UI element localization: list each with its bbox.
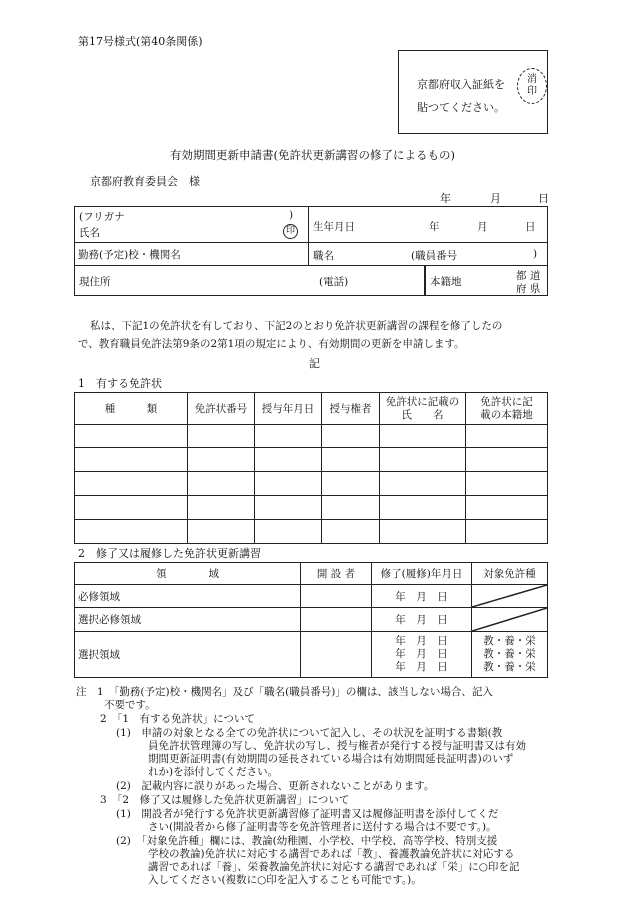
- furigana-close: ): [289, 209, 294, 221]
- revenue-stamp-box: [398, 50, 548, 134]
- prefecture-type-line1: 都 道: [516, 270, 541, 282]
- table-row: [75, 608, 548, 632]
- diagonal-strike: [472, 608, 547, 631]
- page-title: 有効期間更新申請書(免許状更新講習の修了によるもの): [170, 148, 455, 162]
- diagonal-strike: [472, 585, 547, 607]
- declaration-line2: で、教育職員免許法第9条の2第1項の規定により、有効期間の更新を申請します。: [78, 338, 465, 350]
- birthdate-cell[interactable]: [309, 207, 548, 243]
- note-3-2: (2) 「対象免許種」欄には、教論(幼稚園、小学校、中学校、高等学校、特別支援: [116, 835, 498, 847]
- note-3-2-cont3: 入してください(複数に○印を記入することも可能です。)。: [148, 874, 422, 886]
- furigana-label: (フリガナ: [79, 211, 125, 223]
- date-month: 月: [490, 192, 501, 205]
- cancel-seal-mark: 消 印: [517, 68, 547, 104]
- note-3: 3 「2 修了又は履修した免許状更新講習」について: [100, 794, 350, 806]
- license-type-na: [472, 585, 548, 608]
- name-label: 氏名: [79, 227, 100, 239]
- area-required: 必修領域: [75, 585, 301, 608]
- license-type-options[interactable]: 教・養・栄 教・養・栄 教・養・栄: [472, 632, 548, 678]
- declaration-line1: 私は、下記1の免許状を有しており、下記2のとおり免許状更新講習の課程を修了したの: [90, 320, 503, 332]
- col-type-header: 種 類: [75, 393, 188, 425]
- licenses-table: [74, 392, 548, 544]
- note-3-1-cont: さい(開設者から修了証明書等を免許管理者に送付する場合は不要です。)。: [148, 821, 497, 833]
- area-elective: 選択領域: [75, 632, 301, 678]
- license-type-na: [472, 608, 548, 632]
- honseki-label: 本籍地: [430, 276, 462, 288]
- birthdate-label: 生年月日: [313, 221, 355, 233]
- date-year: 年: [440, 192, 451, 205]
- col-completion-date-header: 修了(履修)年月日: [372, 563, 472, 585]
- table-row: [75, 496, 548, 520]
- col-provider-header: 開 設 者: [301, 563, 372, 585]
- area-selective-required: 選択必修領域: [75, 608, 301, 632]
- staff-number-close: ): [533, 248, 538, 260]
- table-row: [75, 632, 548, 678]
- note-1-cont: 不要です。: [104, 699, 156, 711]
- seal-mark: 印: [283, 224, 298, 239]
- col-area-header: 領 域: [75, 563, 301, 585]
- prefecture-type-line2: 府 県: [516, 283, 541, 295]
- position-label: 職名: [313, 250, 334, 262]
- col-name-on-license-header: 免許状に記載の 氏 名: [380, 393, 466, 425]
- stamp-instruction-line1: 京都府収入証紙を: [417, 78, 505, 91]
- note-2-1-cont3: れか)を添付してください。: [148, 766, 279, 778]
- school-label: 勤務(予定)校・機関名: [78, 248, 181, 261]
- note-2-1-cont2: 期間更新証明書(有効期間の延長されている場合は有効期間延長証明書)のいず: [148, 753, 514, 765]
- note-3-2-cont2: 講習であれば「養」、栄養教論免許状に対応する講習であれば「栄」に○印を記: [148, 861, 520, 873]
- applicant-table: [74, 206, 548, 296]
- col-honseki-on-license-header: 免許状に記 載の本籍地: [466, 393, 548, 425]
- birth-year: 年: [429, 221, 440, 233]
- position-cell[interactable]: [309, 243, 548, 266]
- note-3-1: (1) 開設者が発行する免許状更新講習修了証明書又は履修証明書を添付してくだ: [116, 808, 499, 820]
- honseki-cell[interactable]: [426, 266, 548, 296]
- address-label: 現住所: [79, 276, 111, 288]
- birth-day: 日: [525, 221, 536, 233]
- birth-month: 月: [477, 221, 488, 233]
- note-1: 注 1 「勤務(予定)校・機関名」及び「職名(職員番号)」の欄は、該当しない場合、記入: [76, 686, 493, 698]
- completion-date[interactable]: 年 月 日: [372, 608, 472, 632]
- col-issue-date-header: 授与年月日: [255, 393, 322, 425]
- address-cell[interactable]: [75, 266, 426, 296]
- table-row: [75, 425, 548, 448]
- note-2-2: (2) 記載内容に誤りがあった場合、更新されないことがあります。: [116, 780, 435, 792]
- school-cell[interactable]: [75, 243, 309, 266]
- date-day: 日: [538, 192, 549, 205]
- name-cell[interactable]: [75, 207, 309, 243]
- addressee: 京都府教育委員会 様: [90, 175, 200, 188]
- col-issuer-header: 授与権者: [322, 393, 380, 425]
- note-2-1-cont1: 員免許状管理簿の写し、免許状の写し、授与権者が発行する授与証明書又は有効: [148, 740, 526, 752]
- section1-title: 1 有する免許状: [78, 377, 162, 390]
- courses-table: [74, 562, 548, 678]
- staff-number-label: (職員番号: [411, 250, 458, 262]
- completion-dates[interactable]: 年 月 日 年 月 日 年 月 日: [372, 632, 472, 678]
- note-2: 2 「1 有する免許状」について: [100, 713, 255, 725]
- table-row: [75, 520, 548, 544]
- stamp-instruction-line2: 貼つてください。: [417, 101, 505, 114]
- section2-title: 2 修了又は履修した免許状更新講習: [78, 547, 261, 560]
- table-row: [75, 448, 548, 472]
- ki-heading: 記: [309, 357, 320, 370]
- note-3-2-cont1: 学校の教論)免許状に対応する講習であれば「教」、養護教論免許状に対応する: [148, 848, 515, 860]
- col-license-no-header: 免許状番号: [188, 393, 255, 425]
- table-row: [75, 472, 548, 496]
- note-2-1: (1) 申請の対象となる全ての免許状について記入し、その状況を証明する書類(教: [116, 727, 503, 739]
- honseki-divider: [424, 265, 425, 295]
- form-number: 第17号様式(第40条関係): [78, 35, 203, 48]
- completion-date[interactable]: 年 月 日: [372, 585, 472, 608]
- table-row: [75, 585, 548, 608]
- phone-label: (電話): [319, 276, 349, 288]
- col-license-type-header: 対象免許種: [472, 563, 548, 585]
